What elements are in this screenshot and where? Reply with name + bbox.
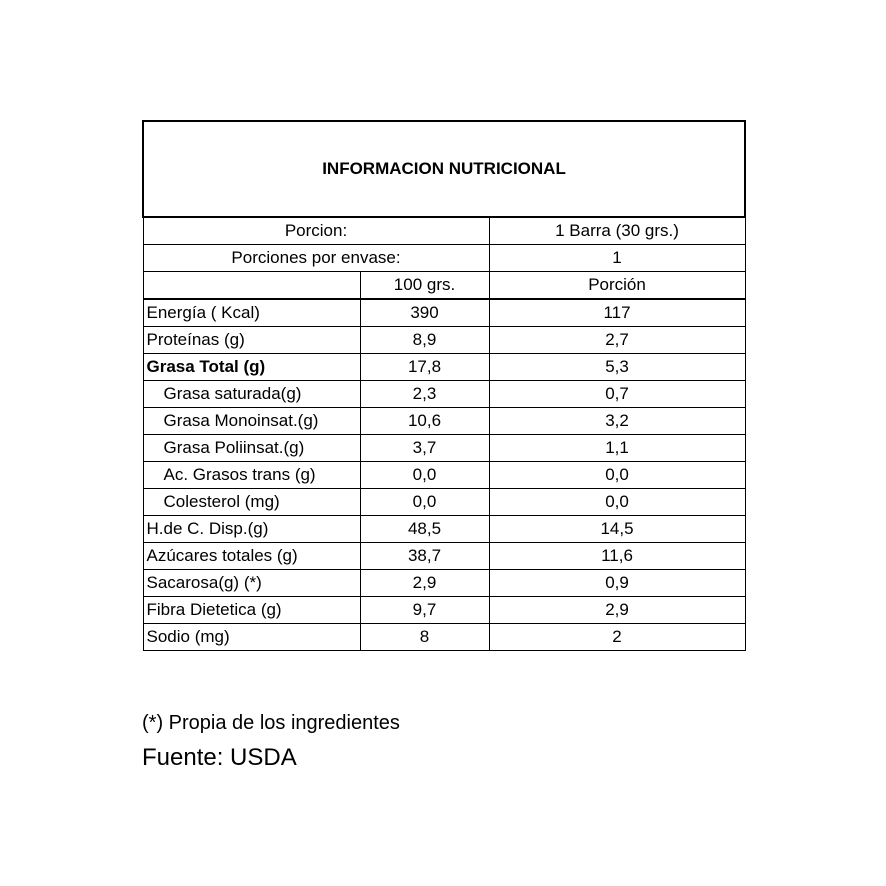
- table-row: [143, 354, 745, 381]
- nutrient-name: H.de C. Disp.(g): [143, 516, 360, 543]
- nutrient-portion: 14,5: [489, 516, 745, 543]
- serving-value: 1 Barra (30 grs.): [489, 217, 745, 245]
- table-row: [143, 597, 745, 624]
- table-row: [143, 543, 745, 570]
- nutrient-per100: 390: [360, 299, 489, 327]
- nutrient-per100: 0,0: [360, 462, 489, 489]
- serving-row: [143, 217, 745, 245]
- nutrient-name: Sodio (mg): [143, 624, 360, 651]
- nutrient-per100: 0,0: [360, 489, 489, 516]
- nutrient-portion: 2,9: [489, 597, 745, 624]
- nutrient-name: Energía ( Kcal): [143, 299, 360, 327]
- servings-per-container-row: [143, 245, 745, 272]
- nutrient-portion: 0,9: [489, 570, 745, 597]
- column-header-100g: 100 grs.: [360, 272, 489, 300]
- nutrient-portion: 117: [489, 299, 745, 327]
- nutrient-per100: 10,6: [360, 408, 489, 435]
- table-row: [143, 327, 745, 354]
- nutrient-name: Grasa saturada(g): [143, 381, 360, 408]
- nutrient-per100: 3,7: [360, 435, 489, 462]
- source-note: Fuente: USDA: [142, 744, 297, 771]
- table-title: INFORMACION NUTRICIONAL: [143, 121, 745, 217]
- nutrient-portion: 5,3: [489, 354, 745, 381]
- servings-per-container-label: Porciones por envase:: [143, 245, 489, 272]
- nutrition-facts-table: [142, 120, 746, 651]
- nutrient-name: Colesterol (mg): [143, 489, 360, 516]
- nutrient-portion: 3,2: [489, 408, 745, 435]
- title-row: [143, 121, 745, 217]
- nutrient-name: Grasa Monoinsat.(g): [143, 408, 360, 435]
- nutrient-portion: 0,0: [489, 489, 745, 516]
- nutrient-portion: 11,6: [489, 543, 745, 570]
- table-row: [143, 462, 745, 489]
- nutrient-name: Fibra Dietetica (g): [143, 597, 360, 624]
- nutrient-name: Ac. Grasos trans (g): [143, 462, 360, 489]
- nutrient-name: Sacarosa(g) (*): [143, 570, 360, 597]
- nutrient-per100: 8,9: [360, 327, 489, 354]
- nutrient-per100: 2,3: [360, 381, 489, 408]
- nutrient-per100: 48,5: [360, 516, 489, 543]
- nutrient-portion: 1,1: [489, 435, 745, 462]
- footnote: (*) Propia de los ingredientes: [142, 712, 400, 734]
- table-row: [143, 489, 745, 516]
- nutrient-per100: 17,8: [360, 354, 489, 381]
- nutrient-portion: 2,7: [489, 327, 745, 354]
- nutrient-portion: 0,7: [489, 381, 745, 408]
- servings-per-container-value: 1: [489, 245, 745, 272]
- column-header-row: [143, 272, 745, 300]
- table-row: [143, 570, 745, 597]
- nutrient-name: Grasa Poliinsat.(g): [143, 435, 360, 462]
- nutrient-per100: 8: [360, 624, 489, 651]
- nutrient-name: Proteínas (g): [143, 327, 360, 354]
- nutrient-name: Grasa Total (g): [143, 354, 360, 381]
- table-row: [143, 624, 745, 651]
- nutrient-portion: 2: [489, 624, 745, 651]
- table-row: [143, 435, 745, 462]
- column-header-empty: [143, 272, 360, 300]
- table-row: [143, 299, 745, 327]
- nutrient-per100: 9,7: [360, 597, 489, 624]
- table-row: [143, 381, 745, 408]
- table-row: [143, 408, 745, 435]
- nutrient-name: Azúcares totales (g): [143, 543, 360, 570]
- table-row: [143, 516, 745, 543]
- nutrient-per100: 2,9: [360, 570, 489, 597]
- serving-label: Porcion:: [143, 217, 489, 245]
- nutrient-portion: 0,0: [489, 462, 745, 489]
- nutrient-per100: 38,7: [360, 543, 489, 570]
- column-header-portion: Porción: [489, 272, 745, 300]
